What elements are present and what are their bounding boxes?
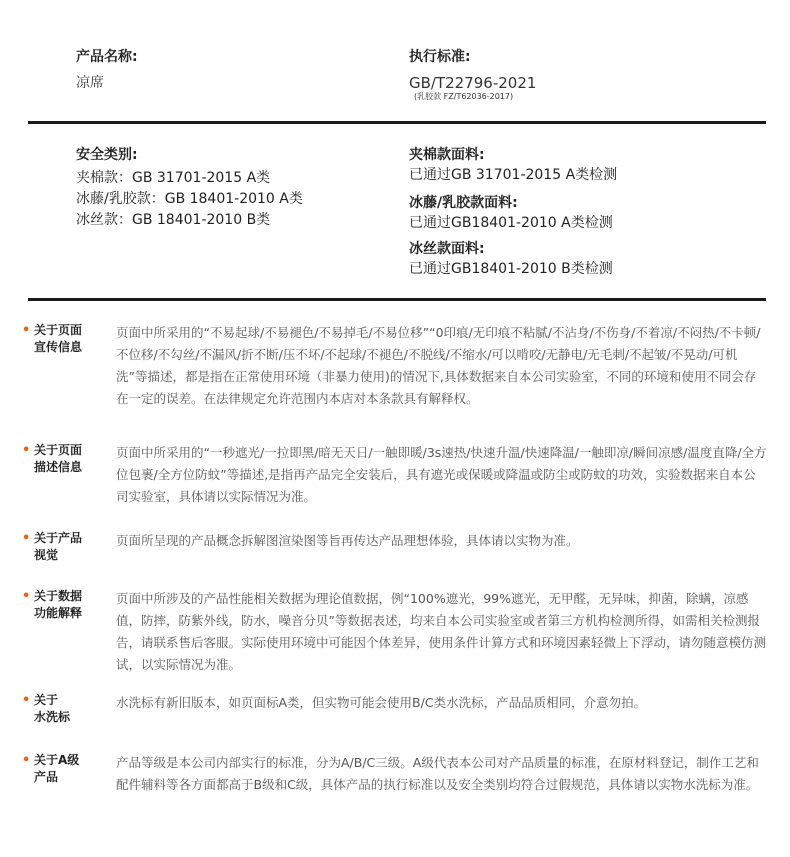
notice-label — [22, 692, 100, 726]
fabric-value: 已通过GB18401-2010 A类检测 — [409, 215, 613, 231]
notice-label-line: 描述信息 — [34, 460, 83, 474]
notice-label-line: 关于A级 — [34, 753, 80, 767]
fabric-block-3 — [409, 240, 613, 279]
bullet-dot-icon: • — [22, 753, 31, 768]
notice-text: 页面所呈现的产品概念拆解图渲染图等旨再传达产品理想体验，具体请以实物为准。 — [116, 533, 579, 548]
notice-label-line: 关于 — [34, 693, 59, 707]
notice-label — [22, 588, 100, 622]
notice-text: 水洗标有新旧版本，如页面标A类，但实物可能会使用B/C类水洗标，产品品质相同，介意勿拍。 — [116, 695, 647, 710]
notice-label-line: 关于页面 — [34, 443, 83, 457]
safety-line: 冰丝款：GB 18401-2010 B类 — [76, 212, 271, 228]
safety-line: 冰藤/乳胶款：GB 18401-2010 A类 — [76, 191, 303, 207]
notice-text: 页面中所涉及的产品性能相关数据为理论值数据，例“100%遮光，99%遮光，无甲醛，无异味，抑菌，除螨，凉感值，防摔，防紫外线，防水，噪音分贝”等数据表述，均来自本公司实验室或者第三方机构检测所得，如需相关检测报告，请联系售后客服。实际使用环境中可能因个体差异，使用条件计算方式和环境因素轻微上下浮动，请勿随意模仿测试，以实际情况为准。 — [116, 591, 767, 672]
notice-label — [22, 752, 100, 786]
standard-label: 执行标准: — [409, 49, 471, 65]
notice-label-line: 视觉 — [34, 548, 59, 562]
bullet-dot-icon: • — [22, 693, 31, 708]
safety-line: 夹棉款：GB 31701-2015 A类 — [76, 170, 271, 186]
bullet-dot-icon: • — [22, 443, 31, 458]
fabric-block-2 — [409, 194, 613, 233]
notice-label — [22, 530, 100, 564]
fabric-label: 冰丝款面料: — [409, 241, 485, 257]
safety-list — [76, 168, 303, 231]
notice-label-line: 功能解释 — [34, 606, 83, 620]
product-name-label: 产品名称: — [76, 49, 138, 65]
notice-text: 页面中所采用的“不易起球/不易褪色/不易掉毛/不易位移”“0印痕/无印痕不粘腻/不沾身/不伤身/不着凉/不闷热/不卡顿/不位移/不勾丝/不漏风/折不断/压不坏/不起球/不褪色/不脱线/不缩水/可以啃咬/无静电/无毛刺/不起皱/不晃动/可机洗”等描述，都是指在正常使用环境（非暴力使用)的情况下,具体数据来自本公司实验室，不同的环境和使用不同会存在一定的误差。在法律规定允许范围内本店对本条款具有解释权。 — [116, 325, 761, 406]
fabric-block-1 — [409, 146, 617, 185]
fabric-label: 冰藤/乳胶款面料: — [409, 195, 518, 211]
safety-label: 安全类别: — [76, 147, 138, 163]
notice-label — [22, 322, 100, 356]
fabric-label: 夹棉款面料: — [409, 147, 485, 163]
bullet-dot-icon: • — [22, 531, 31, 546]
notice-text: 页面中所采用的“一秒遮光/一拉即黑/暗无天日/一触即暖/3s速热/快速升温/快速降温/一触即凉/瞬间凉感/温度直降/全方位包裹/全方位防蚊”等描述,是指再产品完全安装后，具有遮光或保暖或降温或防尘或防蚊的功效，实验数据来自本公司实验室，具体请以实际情况为准。 — [116, 445, 767, 504]
divider-middle — [28, 298, 766, 301]
notice-label-line: 水洗标 — [34, 710, 71, 724]
notice-text: 产品等级是本公司内部实行的标准，分为A/B/C三级。A级代表本公司对产品质量的标准，在原材料登记，制作工艺和配件辅料等各方面都高于B级和C级，具体产品的执行标准以及安全类别均符合过假规范，具体请以实物水洗标为准。 — [116, 755, 759, 792]
notice-label — [22, 442, 100, 476]
fabric-value: 已通过GB18401-2010 B类检测 — [409, 261, 613, 277]
divider-top — [28, 121, 766, 124]
bullet-dot-icon: • — [22, 589, 31, 604]
notice-label-line: 宣传信息 — [34, 340, 83, 354]
standard-value: GB/T22796-2021 — [409, 74, 537, 92]
bullet-dot-icon: • — [22, 323, 31, 338]
fabric-value: 已通过GB 31701-2015 A类检测 — [409, 167, 618, 183]
notice-label-line: 关于产品 — [34, 531, 83, 545]
standard-note: (乳胶款 FZ/T62036-2017) — [414, 92, 514, 101]
notice-label-line: 关于数据 — [34, 589, 83, 603]
notice-label-line: 产品 — [34, 770, 59, 784]
notice-label-line: 关于页面 — [34, 323, 83, 337]
product-name-value: 凉席 — [76, 75, 104, 91]
